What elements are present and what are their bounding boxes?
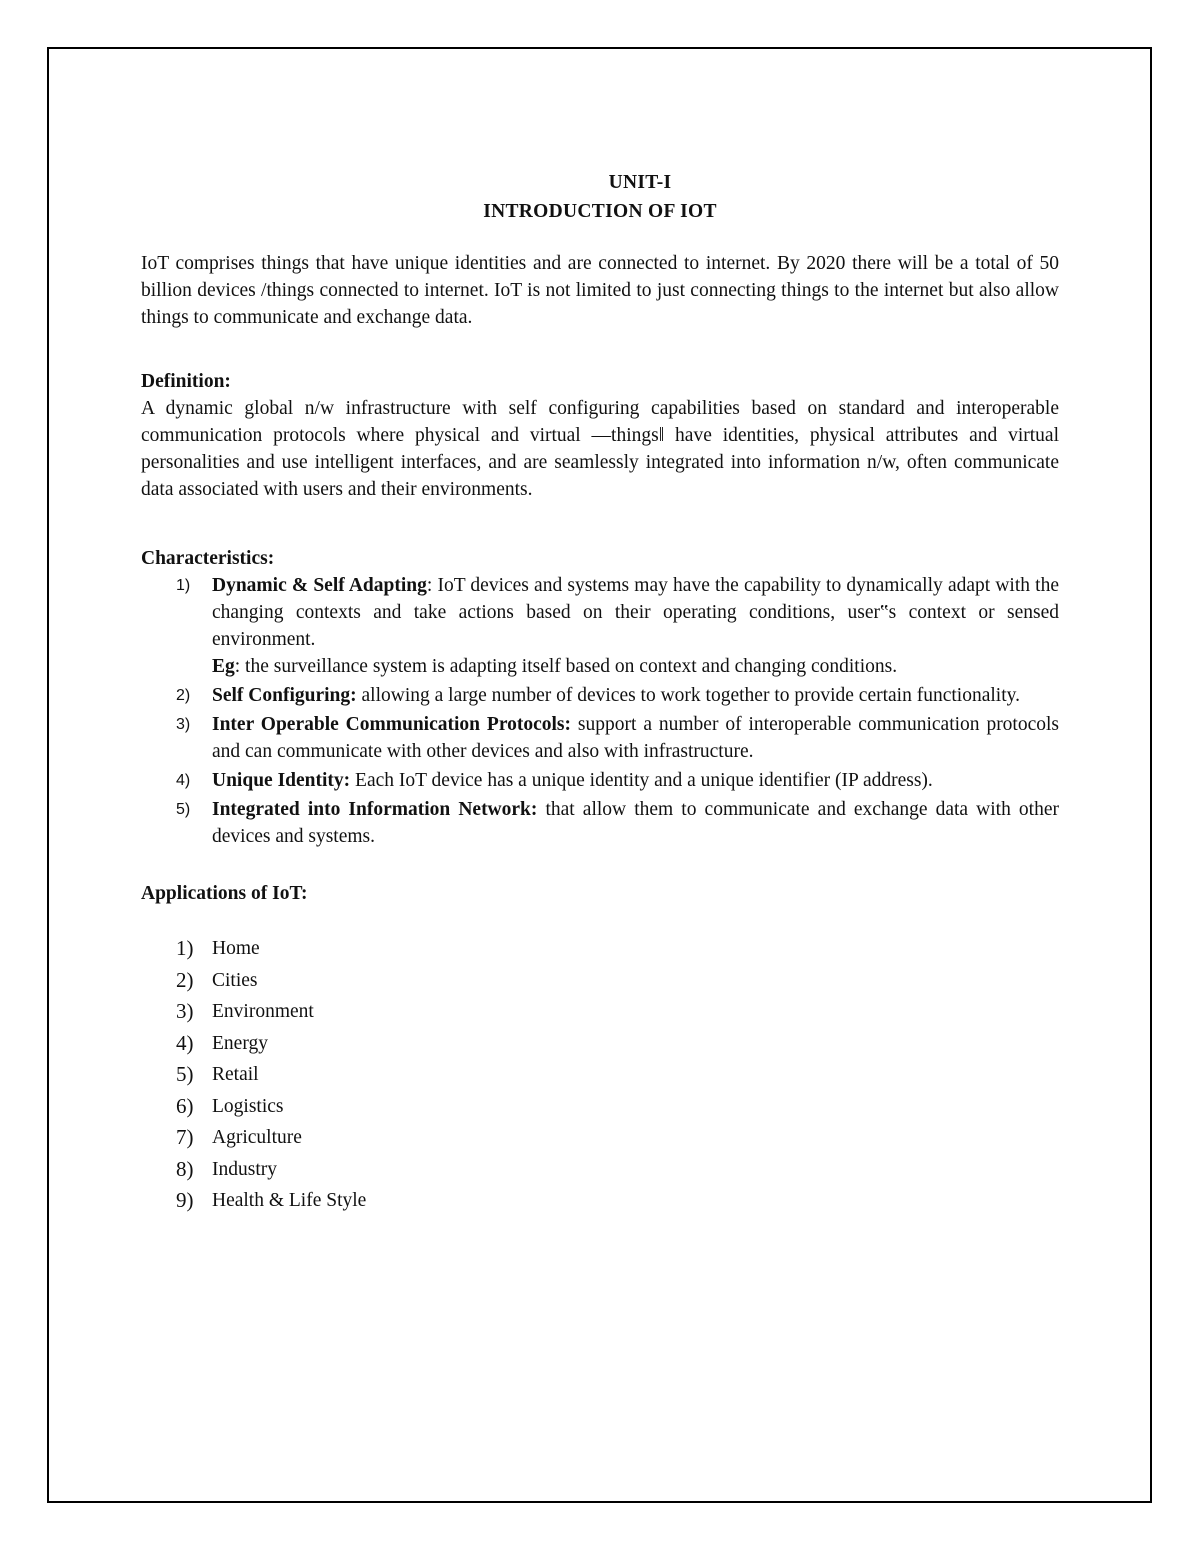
list-item [141, 1028, 1059, 1060]
list-item-text: that allow them to communicate and exchange data with other devices and systems. [212, 799, 1059, 847]
list-item-term: Inter Operable Communication Protocols: [212, 714, 572, 735]
list-item [141, 1091, 1059, 1123]
list-item [141, 572, 1059, 680]
list-item [141, 1154, 1059, 1186]
list-item-label: Environment [212, 1001, 314, 1022]
list-item-number: 5) [176, 801, 191, 818]
list-item [141, 1122, 1059, 1154]
definition-paragraph: A dynamic global n/w infrastructure with self configuring capabilities based on standard and interoperable communication protocols where physical and virtual ―things‖ have identities, physical attributes and virtual personalities and use intelligent interfaces, and are seamlessly integrated into information n/w, often communicate data associated with users and their environments. [141, 398, 1059, 500]
list-item [141, 682, 1059, 709]
list-item-label: Logistics [212, 1095, 284, 1117]
list-item-label: Industry [212, 1158, 277, 1180]
list-item-label: Agriculture [212, 1127, 302, 1148]
list-item-term: Self Configuring: [212, 685, 357, 706]
title-topic: INTRODUCTION OF IOT [483, 201, 717, 222]
intro-paragraph: IoT comprises things that have unique identities and are connected to internet. By 2020 there will be a total of 50 billion devices /things connected to internet. IoT is not limited to just connecting things to the internet but also allow things to communicate and exchange data. [141, 253, 1059, 328]
document-content [141, 168, 1059, 1217]
list-item-number: 5) [176, 1062, 194, 1086]
list-item-body [212, 572, 1059, 680]
list-item-number: 9) [176, 1188, 194, 1212]
list-item-body [212, 682, 1059, 709]
list-item [141, 933, 1059, 965]
list-item [141, 965, 1059, 997]
list-item [141, 1059, 1059, 1091]
title-unit: UNIT-I [608, 172, 672, 193]
characteristics-heading: Characteristics: [141, 548, 275, 569]
list-item [141, 711, 1059, 765]
list-item-number: 1) [176, 577, 191, 594]
example-text: : the surveillance system is adapting itself based on context and changing conditions. [234, 656, 898, 677]
list-item-number: 4) [176, 1030, 194, 1055]
list-item-number: 4) [176, 772, 191, 789]
list-item-term: Dynamic & Self Adapting [212, 575, 427, 596]
list-item-number: 2) [176, 967, 194, 992]
list-item-body [212, 767, 1059, 794]
list-item-text: Each IoT device has a unique identity and a unique identifier (IP address). [350, 770, 933, 791]
list-item-body [212, 711, 1059, 765]
characteristics-list [141, 572, 1059, 850]
applications-heading: Applications of IoT: [141, 883, 308, 904]
list-item-number: 3) [176, 716, 191, 733]
list-item-number: 7) [176, 1125, 194, 1149]
list-item-number: 1) [176, 936, 194, 960]
list-item-term: Unique Identity: [212, 770, 351, 791]
list-item-label: Cities [212, 969, 258, 991]
list-item-text: allowing a large number of devices to work together to provide certain functionality. [356, 685, 1020, 706]
list-item-label: Retail [212, 1064, 259, 1085]
list-item [141, 1185, 1059, 1217]
list-item-body [212, 796, 1059, 850]
list-item-separator: : [426, 575, 433, 596]
list-item-label: Health & Life Style [212, 1190, 367, 1211]
list-item-text: support a number of interoperable communication protocols and can communicate with other devices and also with infrastructure. [212, 714, 1060, 762]
document-title [141, 168, 1059, 226]
list-item [141, 796, 1059, 850]
list-item-number: 3) [176, 999, 194, 1023]
list-item-text: IoT devices and systems may have the capability to dynamically adapt with the changing contexts and take actions based on their operating conditions, user‟s context or sensed environment. [212, 575, 1059, 650]
list-item-term: Integrated into Information Network: [212, 799, 538, 820]
list-item-number: 6) [176, 1093, 194, 1118]
example-label: Eg [212, 656, 235, 677]
list-item-number: 2) [176, 687, 191, 704]
list-item [141, 996, 1059, 1028]
applications-list [141, 933, 1059, 1217]
list-item-number: 8) [176, 1156, 194, 1181]
list-item [141, 767, 1059, 794]
list-item-label: Home [212, 938, 260, 959]
definition-heading: Definition: [141, 371, 231, 392]
list-item-label: Energy [212, 1032, 268, 1054]
